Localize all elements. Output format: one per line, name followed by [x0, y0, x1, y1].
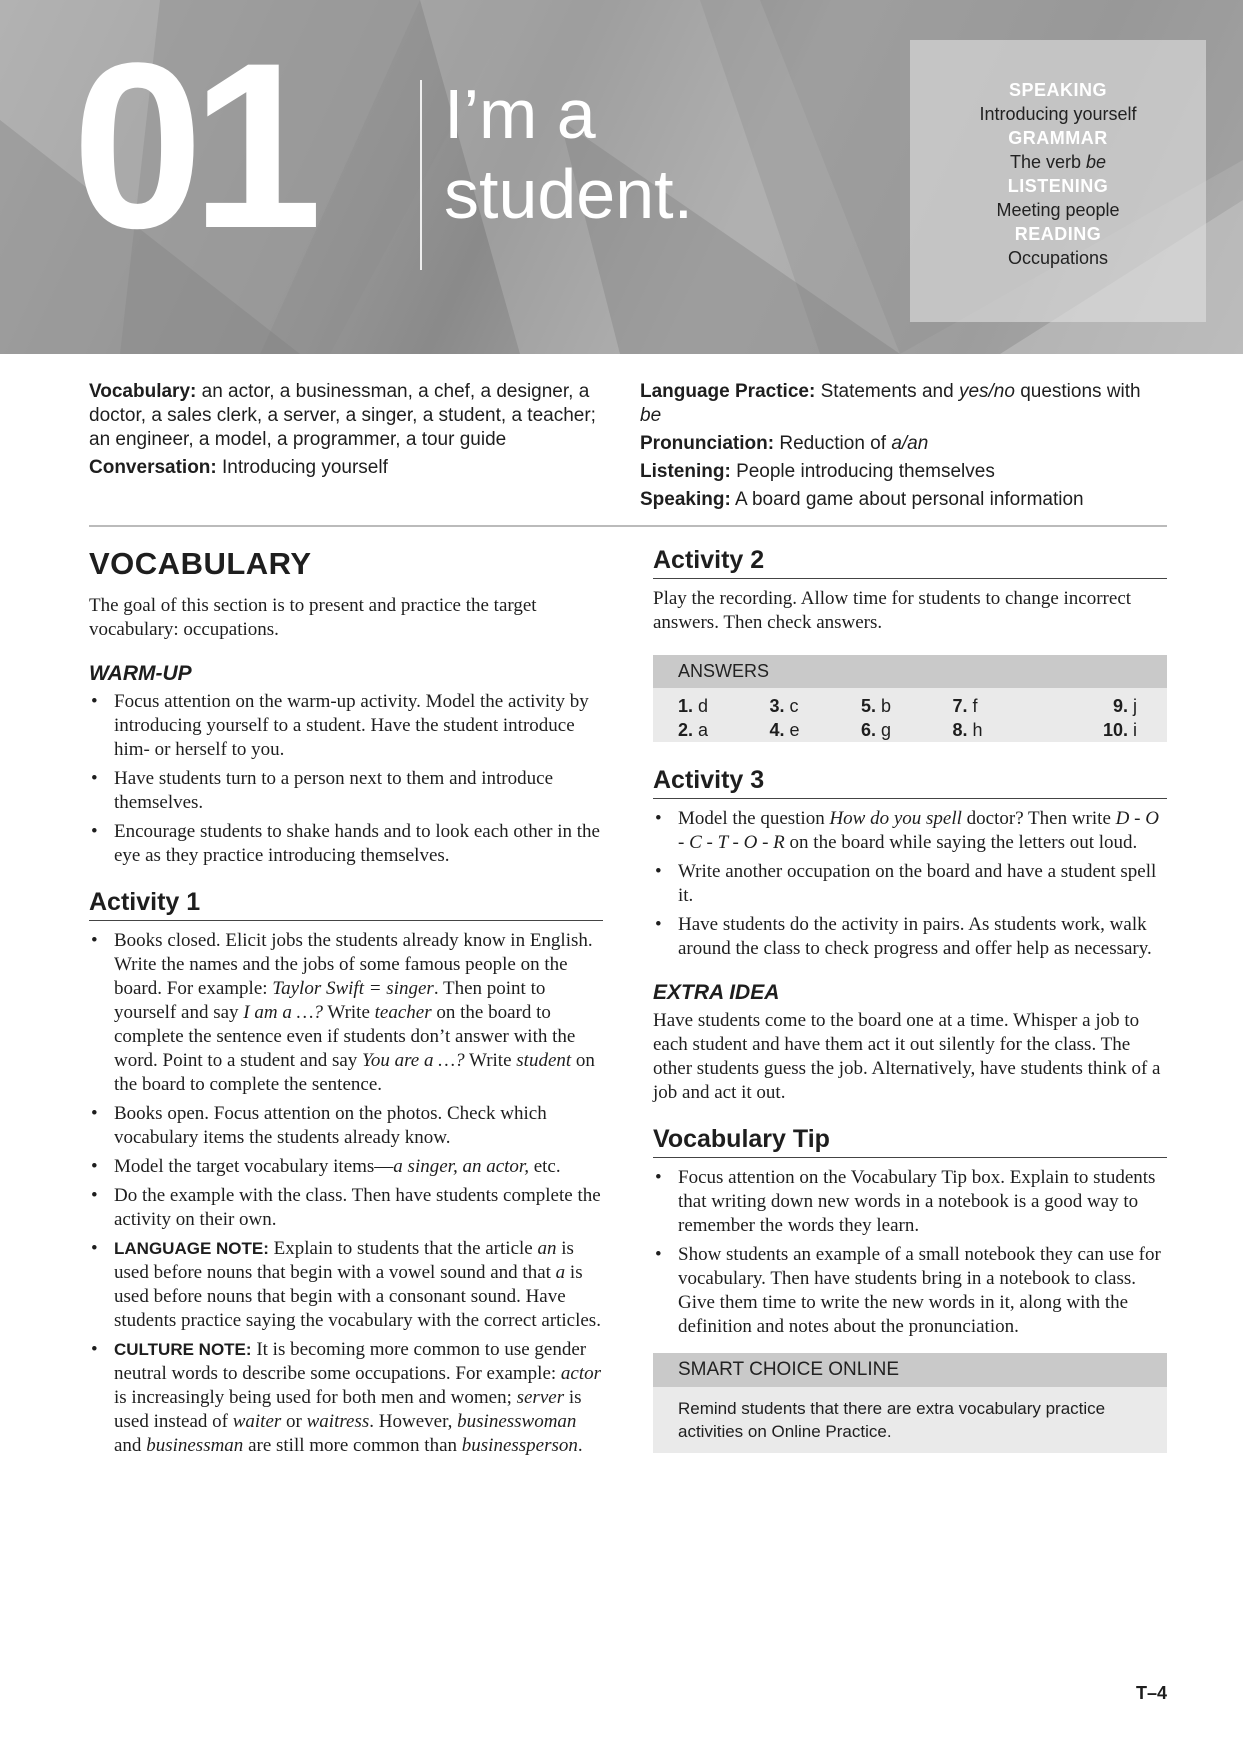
list-item-text: Write another occupation on the board and have a student spell it. — [678, 861, 1157, 906]
activity3-list — [653, 807, 1167, 961]
summary-italic: a/an — [891, 433, 929, 454]
list-item-text: Do the example with the class. Then have students complete the activity on their own. — [114, 1185, 601, 1230]
summary-label: Language Practice: — [640, 381, 816, 402]
unit-title — [444, 74, 804, 234]
summary-italic: yes/no — [958, 381, 1015, 402]
unit-banner — [0, 0, 1243, 354]
answer-letter: f — [972, 696, 978, 716]
list-item — [89, 1102, 603, 1150]
list-item — [653, 860, 1167, 908]
bullet-icon: • — [91, 691, 98, 712]
activity1-list — [89, 929, 603, 1458]
answers-box — [653, 655, 1167, 742]
answer-letter: h — [972, 720, 983, 740]
answer-cell — [927, 694, 1018, 718]
answer-number: 1. — [678, 696, 694, 716]
italic-run: You are a …? — [362, 1050, 465, 1071]
summary-pronunciation — [640, 432, 1160, 456]
summary-text: questions with — [1014, 381, 1141, 402]
bullet-icon: • — [91, 821, 98, 842]
bullet-icon: • — [91, 930, 98, 951]
answer-cell — [744, 718, 835, 742]
italic-run: businessman — [146, 1435, 244, 1456]
list-item-text: Have students turn to a person next to them and introduce themselves. — [114, 768, 554, 813]
text-run: or — [281, 1411, 307, 1432]
italic-run: student — [516, 1050, 572, 1071]
skill-heading: SPEAKING — [1008, 80, 1108, 100]
unit-title-line1: I’m a — [444, 75, 596, 153]
note-label: CULTURE NOTE: — [114, 1340, 252, 1359]
bullet-icon: • — [655, 1244, 662, 1265]
list-item-text: Books open. Focus attention on the photos. Check which vocabulary items the students already know. — [114, 1103, 547, 1148]
answer-number: 6. — [860, 720, 876, 740]
answer-letter: i — [1133, 720, 1137, 740]
language-note — [89, 1237, 603, 1333]
answer-cell — [927, 718, 1018, 742]
bullet-icon: • — [91, 1185, 98, 1206]
answer-number: 8. — [952, 720, 968, 740]
list-item-text: Encourage students to shake hands and to look each other in the eye as they practice introducing themselves. — [114, 821, 600, 866]
text-run: are still more common than — [243, 1435, 462, 1456]
answer-letter: b — [881, 696, 892, 716]
text-run: and — [114, 1435, 147, 1456]
list-item — [653, 913, 1167, 961]
summary-label: Pronunciation: — [640, 433, 775, 454]
italic-run: actor — [560, 1363, 602, 1384]
text-run: . However, — [369, 1411, 458, 1432]
list-item-text — [114, 1238, 601, 1331]
answer-letter: a — [698, 720, 709, 740]
list-item — [89, 690, 603, 762]
text-run: on the board to complete the sentence. — [114, 1050, 595, 1095]
activity3-heading: Activity 3 — [653, 766, 1167, 799]
answer-letter: j — [1133, 696, 1137, 716]
skill-reading — [910, 222, 1206, 270]
skills-box — [910, 40, 1206, 322]
italic-run: Taylor Swift = singer — [272, 978, 434, 999]
skill-speaking — [910, 78, 1206, 126]
summary-vocabulary — [89, 380, 619, 452]
list-item-text — [114, 1339, 601, 1456]
activity2-heading: Activity 2 — [653, 546, 1167, 579]
list-item-text — [678, 808, 1159, 853]
text-run: Write — [464, 1050, 517, 1071]
text-run: Model the question — [678, 808, 830, 829]
vocabulary-heading: VOCABULARY — [89, 546, 312, 581]
italic-run: an — [537, 1238, 557, 1259]
list-item — [653, 1243, 1167, 1339]
summary-label: Speaking: — [640, 489, 731, 510]
answer-number: 4. — [769, 720, 785, 740]
answers-row — [653, 718, 1167, 742]
answer-cell — [1019, 694, 1167, 718]
answer-number: 2. — [678, 720, 694, 740]
answer-number: 5. — [860, 696, 876, 716]
answer-letter: d — [698, 696, 709, 716]
bullet-icon: • — [655, 1167, 662, 1188]
summary-speaking — [640, 488, 1160, 512]
summary-text: an actor, a businessman, a chef, a designer, a doctor, a sales clerk, a server, a singer, a student, a teacher; an engineer, a model, a programmer, a tour guide — [89, 381, 596, 450]
text-run: is used instead of — [114, 1387, 582, 1432]
bullet-icon: • — [91, 768, 98, 789]
answer-number: 3. — [769, 696, 785, 716]
summary-text: Introducing yourself — [222, 457, 388, 478]
italic-run: How do you spell — [829, 808, 962, 829]
skill-value: Introducing yourself — [979, 104, 1137, 124]
skill-value: Meeting people — [996, 200, 1120, 220]
text-run: doctor? Then write — [961, 808, 1116, 829]
text-run: Books closed. Elicit jobs the students already know in English. Write the names and the jobs of some famous people on the board. For example: — [114, 930, 593, 999]
extra-idea-text: Have students come to the board one at a time. Whisper a job to each student and have them act it out silently for the class. The other students guess the job. Alternatively, have students think of a job and act it out. — [653, 1010, 1161, 1103]
title-divider — [420, 80, 422, 270]
bullet-icon: • — [91, 1103, 98, 1124]
unit-number: 01 — [72, 14, 311, 278]
activity1-heading: Activity 1 — [89, 888, 603, 921]
summary-right — [640, 380, 1160, 516]
answers-heading: ANSWERS — [653, 655, 1167, 688]
answer-number: 9. — [1112, 696, 1128, 716]
summary-conversation — [89, 456, 619, 480]
summary-text: People introducing themselves — [736, 461, 995, 482]
answer-cell — [653, 718, 744, 742]
italic-run: waiter — [232, 1411, 282, 1432]
bullet-icon: • — [91, 1339, 98, 1360]
activity2-text: Play the recording. Allow time for students to change incorrect answers. Then check answers. — [653, 588, 1132, 633]
unit-title-line2: student. — [444, 155, 694, 233]
summary-text: A board game about personal information — [735, 489, 1084, 510]
list-item — [89, 820, 603, 868]
summary-text: Reduction of — [779, 433, 892, 454]
list-item — [653, 1166, 1167, 1238]
list-item-text: Focus attention on the Vocabulary Tip box. Explain to students that writing down new words in a notebook is a good way to remember the words they learn. — [678, 1167, 1156, 1236]
summary-text: Statements and — [820, 381, 959, 402]
bullet-icon: • — [655, 914, 662, 935]
italic-run: businessperson — [461, 1435, 578, 1456]
bullet-icon: • — [655, 808, 662, 829]
text-run: etc. — [528, 1156, 561, 1177]
list-item-text: Have students do the activity in pairs. As students work, walk around the class to check progress and offer help as necessary. — [678, 914, 1152, 959]
skill-heading: READING — [1014, 224, 1102, 244]
skill-value — [910, 150, 1206, 174]
text-run: . Then point to yourself and say — [114, 978, 546, 1023]
list-item — [89, 767, 603, 815]
summary-label: Conversation: — [89, 457, 217, 478]
list-item — [653, 807, 1167, 855]
list-item-text: Focus attention on the warm-up activity. Model the activity by introducing yourself to a student. Have the student introduce him- or herself to you. — [114, 691, 589, 760]
culture-note — [89, 1338, 603, 1458]
text-run: Model the target vocabulary items— — [114, 1156, 394, 1177]
text-run: on the board while saying the letters out loud. — [784, 832, 1138, 853]
list-item-text: Show students an example of a small notebook they can use for vocabulary. Then have students bring in a notebook to class. Give them time to write the new words in it, along with the definition and notes about the pronunciation. — [678, 1244, 1161, 1337]
list-item-text — [114, 930, 595, 1095]
answer-number: 10. — [1102, 720, 1128, 740]
answers-row — [653, 694, 1167, 718]
skill-heading: GRAMMAR — [1008, 128, 1108, 148]
summary-label: Vocabulary: — [89, 381, 197, 402]
left-column — [89, 540, 603, 1478]
warmup-heading: WARM-UP — [89, 662, 192, 685]
text-run: . — [577, 1435, 583, 1456]
warmup-list — [89, 690, 603, 868]
extra-idea-heading: EXTRA IDEA — [653, 981, 780, 1004]
bullet-icon: • — [655, 861, 662, 882]
vocab-tip-heading: Vocabulary Tip — [653, 1125, 1167, 1158]
skill-heading: LISTENING — [1007, 176, 1109, 196]
answer-number: 7. — [952, 696, 968, 716]
answer-letter: g — [881, 720, 892, 740]
vocabulary-intro: The goal of this section is to present and practice the target vocabulary: occupations. — [89, 595, 537, 640]
smart-choice-heading: SMART CHOICE ONLINE — [653, 1353, 1167, 1387]
answer-cell — [744, 694, 835, 718]
summary-italic: be — [640, 405, 662, 426]
skill-value: Occupations — [1007, 248, 1109, 268]
text-run: is used before nouns that begin with a consonant sound. Have students practice saying the vocabulary with the correct articles. — [114, 1262, 601, 1331]
right-column — [653, 540, 1167, 1453]
summary-label: Listening: — [640, 461, 731, 482]
vocab-tip-list — [653, 1166, 1167, 1339]
list-item — [89, 929, 603, 1097]
bullet-icon: • — [91, 1238, 98, 1259]
skill-value-italic: be — [1086, 152, 1107, 172]
italic-run: server — [516, 1387, 565, 1408]
answer-cell — [653, 694, 744, 718]
italic-run: a singer, an actor, — [393, 1156, 529, 1177]
skill-value-text: The verb — [1009, 152, 1086, 172]
skill-listening — [910, 174, 1206, 222]
list-item — [89, 1184, 603, 1232]
italic-run: D - O - C - T - O - R — [678, 808, 1159, 853]
text-run: is increasingly being used for both men and women; — [114, 1387, 517, 1408]
answer-cell — [836, 694, 927, 718]
bullet-icon: • — [91, 1156, 98, 1177]
text-run: on the board to complete the sentence even if students don’t answer with the word. Point to a student and say — [114, 1002, 576, 1071]
page-number: T–4 — [1135, 1683, 1167, 1703]
summary-divider — [89, 525, 1167, 527]
summary-listening — [640, 460, 1160, 484]
text-run: is used before nouns that begin with a vowel sound and that — [114, 1238, 574, 1283]
answer-cell — [836, 718, 927, 742]
skill-grammar — [910, 126, 1206, 174]
list-item — [89, 1155, 603, 1179]
italic-run: I am a …? — [243, 1002, 323, 1023]
smart-choice-box — [653, 1353, 1167, 1453]
text-run: It is becoming more common to use gender neutral words to describe some occupations. For example: — [114, 1339, 587, 1384]
summary-left — [89, 380, 619, 484]
answer-letter: c — [789, 696, 799, 716]
text-run: Write — [322, 1002, 375, 1023]
italic-run: teacher — [374, 1002, 432, 1023]
summary-language-practice — [640, 380, 1160, 428]
answer-cell — [1019, 718, 1167, 742]
italic-run: a — [555, 1262, 566, 1283]
text-run: Explain to students that the article — [268, 1238, 538, 1259]
italic-run: waitress — [306, 1411, 370, 1432]
smart-choice-text: Remind students that there are extra vocabulary practice activities on Online Practice. — [678, 1399, 1106, 1441]
italic-run: businesswoman — [457, 1411, 577, 1432]
note-label: LANGUAGE NOTE: — [114, 1239, 269, 1258]
list-item-text — [114, 1156, 561, 1177]
answers-table — [653, 694, 1167, 742]
answer-letter: e — [789, 720, 800, 740]
